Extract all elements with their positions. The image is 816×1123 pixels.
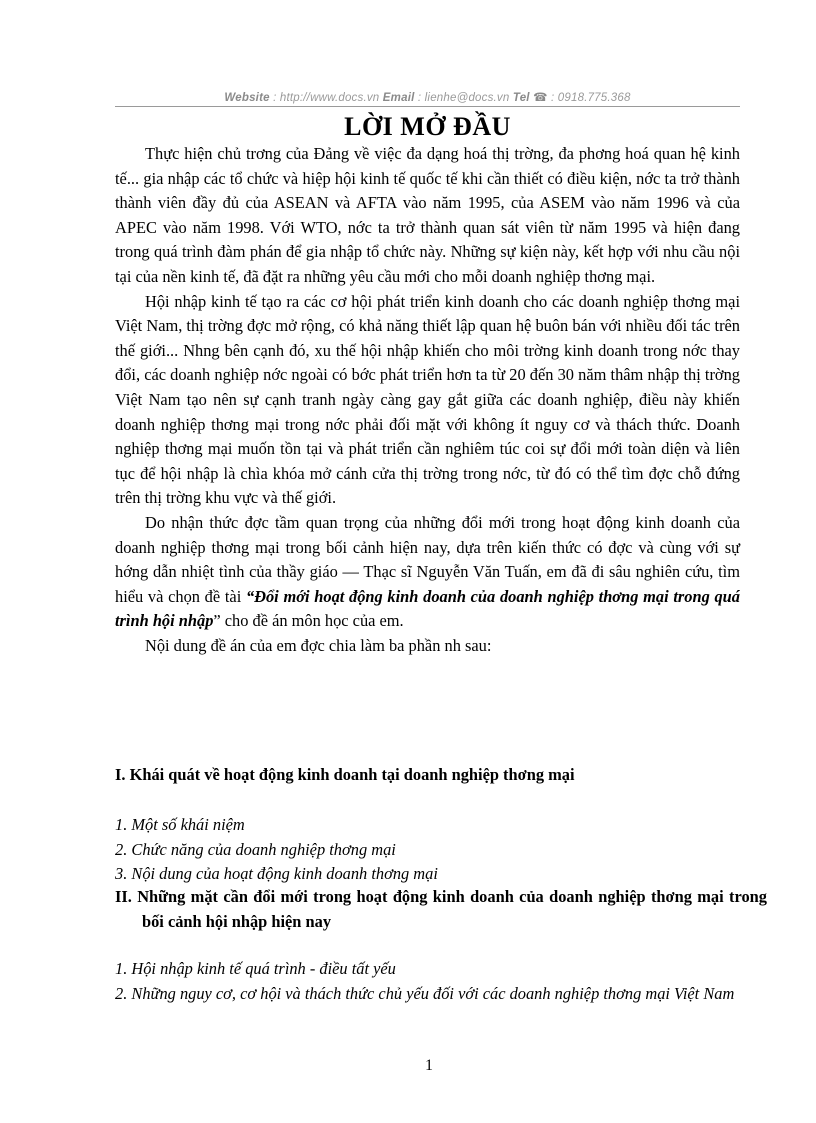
outline-item: 1. Hội nhập kinh tế quá trình - điều tất yếu xyxy=(115,959,396,978)
website-value: : http://www.docs.vn xyxy=(273,92,380,104)
intro-body xyxy=(115,142,740,658)
paragraph-1: Thực hiện chủ trơng của Đảng về việc đa dạng hoá thị trờng, đa phơng hoá quan hệ kinh tế... gia nhập các tổ chức và hiệp hội kinh tế quốc tế khi cần thiết có điều kiện, nớc ta trở thành thành viên đầy đủ của ASEAN và AFTA vào năm 1995, của ASEM vào năm 1996 và của APEC vào năm 1998. Với WTO, nớc ta trở thành quan sát viên từ năm 1995 và hiện đang trong quá trình đàm phán để gia nhập tổ chức này. Những sự kiện này, kết hợp với nhu cầu nội tại của nền kinh tế, đã đặt ra những yêu cầu mới cho mỗi doanh nghiệp thơng mại. xyxy=(115,144,740,286)
outline-item: 2. Những nguy cơ, cơ hội và thách thức chủ yếu đối với các doanh nghiệp thơng mại Việt Nam xyxy=(115,983,735,1003)
paragraph-3 xyxy=(115,511,740,634)
paragraph-3-start: Do nhận thức đợc tầm quan trọng của những đổi mới trong hoạt động kinh doanh của doanh nghiệp thơng mại trong bối cảnh hiện nay, dựa trên kiến thức có đợc và cùng với sự hớng dẫn nhiệt tình của thầy giáo — Thạc sĩ Nguyễn Văn Tuấn, em đã đi sâu nghiên cứu, tìm hiểu và chọn đề tài xyxy=(115,512,740,606)
email-label: Email xyxy=(382,92,415,104)
paragraph-2: Hội nhập kinh tế tạo ra các cơ hội phát triển kinh doanh cho các doanh nghiệp thơng mại Việt Nam, thị trờng đợc mở rộng, có khả năng thiết lập quan hệ buôn bán với nhiều đối tác trên thế giới... Nhng bên cạnh đó, xu thế hội nhập khiến cho môi trờng kinh doanh trong nớc thay đổi, các doanh nghiệp nớc ngoài có bớc phát triển hơn ta từ 20 đến 30 năm thâm nhập thị trờng Việt Nam tạo nên sự cạnh tranh ngày càng gay gắt giữa các doanh nghiệp, điều này khiến doanh nghiệp thơng mại trong nớc phải đối mặt với không ít nguy cơ và thách thức. Doanh nghiệp thơng mại muốn tồn tại và phát triển cần nghiêm túc coi sự đổi mới toàn diện và liên tục để hội nhập là chìa khóa mở cánh cửa thị trờng trong nớc, từ đó có thể tìm đợc chỗ đứng trên thị trờng khu vực và thế giới. xyxy=(115,291,740,508)
page-number: 1 xyxy=(425,1057,433,1074)
topic-title: “Đổi mới hoạt động kinh doanh của doanh nghiệp thơng mại trong quá trình hội nhập xyxy=(115,586,740,631)
tel-value: : 0918.775.368 xyxy=(551,92,631,104)
outline-section-2: II. Những mặt cần đổi mới trong hoạt động kinh doanh của doanh nghiệp thơng mại trong bối cảnh hội nhập hiện nay xyxy=(115,887,767,931)
outline-item: 2. Chức năng của doanh nghiệp thơng mại xyxy=(115,839,396,859)
tel-label: Tel ☎ xyxy=(512,92,548,104)
email-value: : lienhe@docs.vn xyxy=(417,92,510,104)
outline-section-1: I. Khái quát về hoạt động kinh doanh tại doanh nghiệp thơng mại xyxy=(115,765,575,784)
website-label: Website xyxy=(224,92,270,104)
outline-item: 1. Một số khái niệm xyxy=(115,815,245,834)
page-title: LỜI MỞ ĐẦU xyxy=(344,112,511,141)
paragraph-4: Nội dung đề án của em đợc chia làm ba phần nh sau: xyxy=(145,635,492,655)
outline-section-2-items xyxy=(115,957,740,1006)
outline-item: 3. Nội dung của hoạt động kinh doanh thơng mại xyxy=(115,864,438,884)
paragraph-3-end: ” cho đề án môn học của em. xyxy=(213,611,404,631)
outline-section-1-items xyxy=(115,813,740,887)
page-header xyxy=(115,90,740,107)
